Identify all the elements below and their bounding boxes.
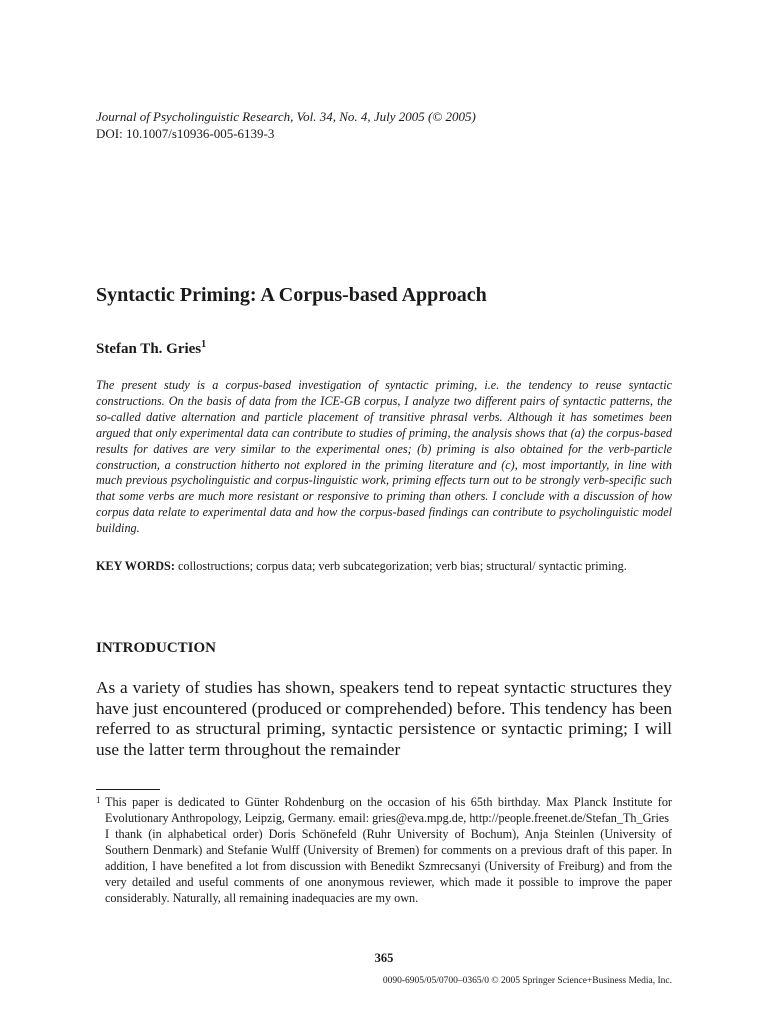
copyright-line: 0090-6905/05/0700–0365/0 © 2005 Springer Science+Business Media, Inc.: [382, 976, 672, 986]
keywords-text: collostructions; corpus data; verb subcategorization; verb bias; structural/ syntactic priming.: [177, 559, 627, 573]
footnote: [96, 794, 672, 906]
keywords-label: KEY WORDS:: [96, 559, 175, 573]
author-footnote-marker: 1: [201, 339, 207, 350]
author-line: [96, 339, 206, 358]
footnote-paragraph-1: This paper is dedicated to Günter Rohdenburg on the occasion of his 65th birthday. Max Planck Institute for Evolutionary Anthropology, Leipzig, Germany. email: gries@eva.mpg.de, http://people.freenet.de/Stefan_Th_Gries: [105, 795, 672, 825]
author-name: Stefan Th. Gries: [96, 341, 202, 357]
doi-line: DOI: 10.1007/s10936-005-6139-3: [96, 126, 275, 141]
footnote-marker: 1: [96, 795, 101, 805]
journal-header: [96, 108, 476, 142]
abstract: The present study is a corpus-based investigation of syntactic priming, i.e. the tendency to reuse syntactic constructions. On the basis of data from the ICE-GB corpus, I analyze two different pairs of syntactic patterns, the so-called dative alternation and particle placement of transitive phrasal verbs. Although it has sometimes been argued that only experimental data can contribute to studies of priming, the analysis shows that (a) the corpus-based results for datives are very similar to the experimental ones; (b) priming is also obtained for the verb-particle construction, a construction hitherto not explored in the priming literature and (c), most importantly, in line with much previous psycholinguistic and corpus-linguistic work, priming effects turn out to be strongly verb-specific such that some verbs are much more resistant or responsive to priming than others. I conclude with a discussion of how corpus data relate to experimental data and how the corpus-based findings can contribute to psycholinguistic model building.: [96, 378, 672, 536]
body-paragraph: As a variety of studies has shown, speakers tend to repeat syntactic structures they have just encountered (produced or comprehended) before. This tendency has been referred to as structural priming, syntactic persistence or syntactic priming; I will use the latter term throughout the remainder: [96, 678, 672, 759]
footnote-paragraph-2: I thank (in alphabetical order) Doris Schönefeld (Ruhr University of Bochum), Anja Steinlen (University of Southern Denmark) and Stefanie Wulff (University of Bremen) for comments on a previous draft of this paper. In addition, I have benefited a lot from discussion with Benedikt Szmrecsanyi (University of Freiburg) and from the very detailed and useful comments of one anonymous reviewer, which made it possible to improve the paper considerably. Naturally, all remaining inadequacies are my own.: [105, 827, 672, 905]
article-title: Syntactic Priming: A Corpus-based Approach: [96, 284, 487, 306]
page-number: 365: [374, 951, 394, 965]
footnote-rule: [96, 789, 160, 790]
article-page: [96, 0, 672, 1024]
section-heading: INTRODUCTION: [96, 640, 217, 656]
keywords: [96, 559, 672, 575]
journal-citation: Journal of Psycholinguistic Research, Vol. 34, No. 4, July 2005 (© 2005): [96, 109, 476, 124]
